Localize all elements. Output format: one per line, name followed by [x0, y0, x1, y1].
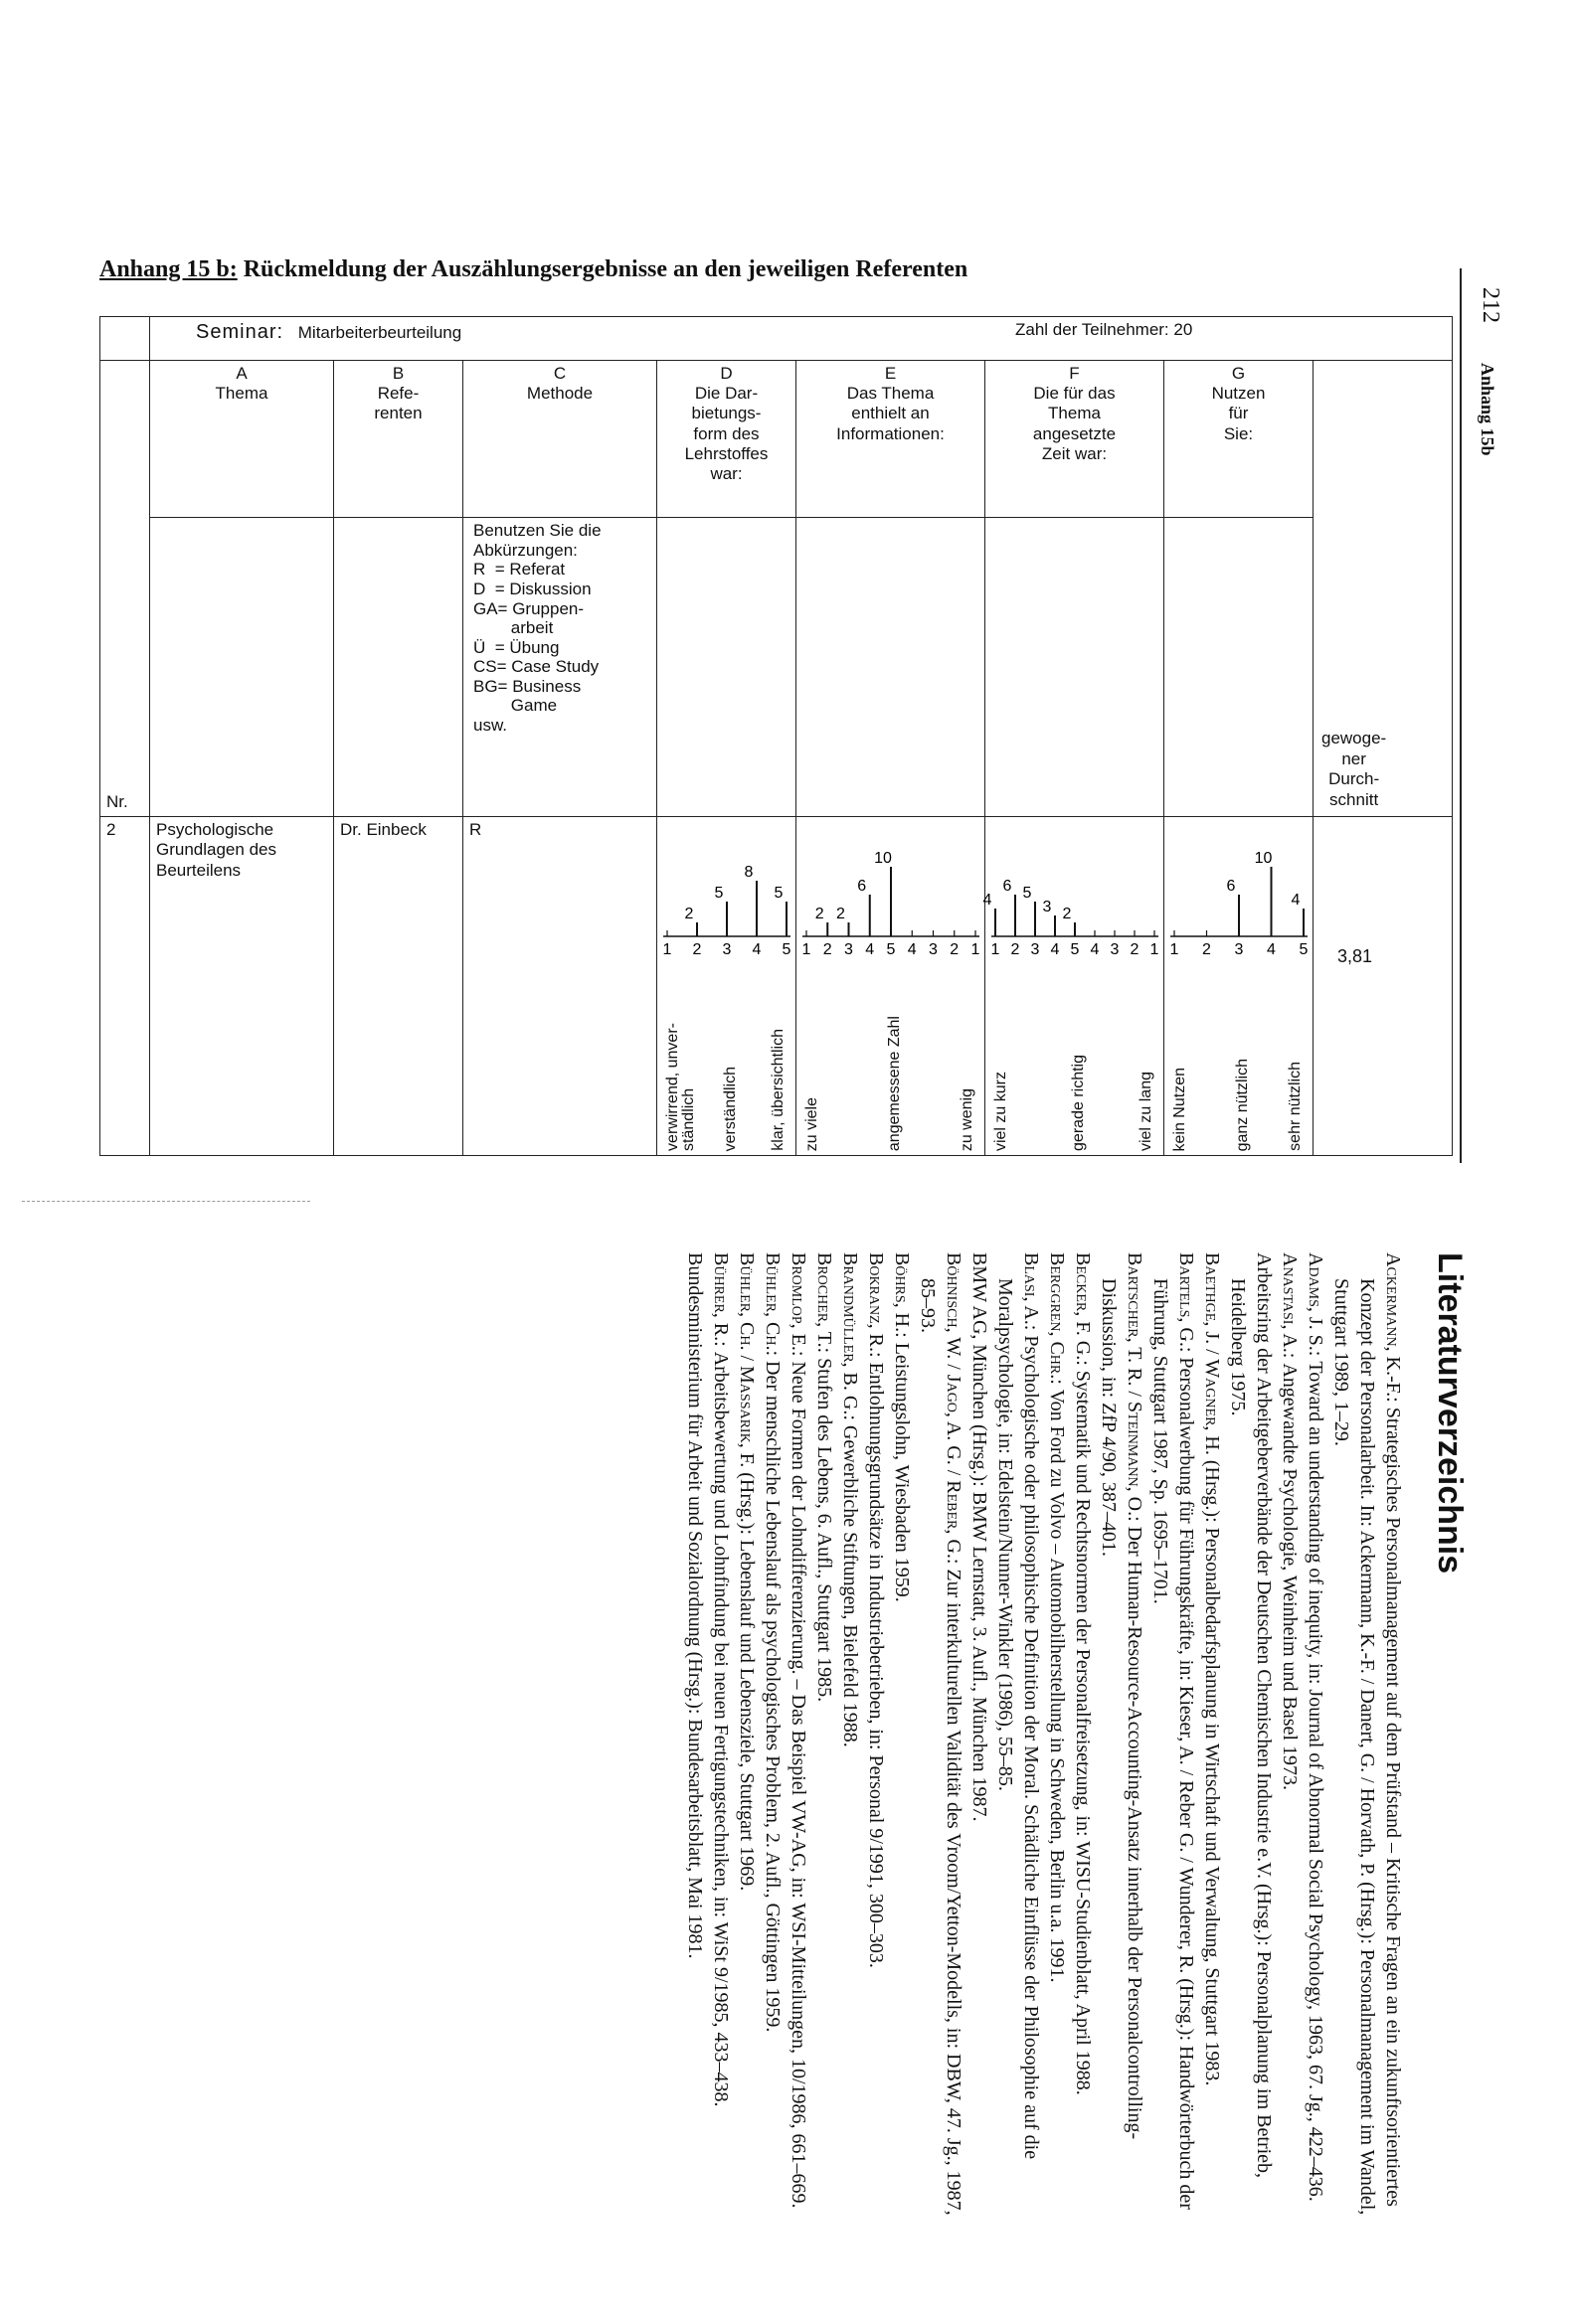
reference-author: Bartels, G.:	[1174, 1252, 1197, 1358]
abbreviation-line: Ü = Übung	[473, 637, 560, 657]
col-g-text: Nutzen für Sie:	[1211, 383, 1266, 443]
nr-header	[100, 360, 150, 816]
scale-anchor-label: zu viele	[803, 1096, 820, 1151]
reference-author: Brocher, T.:	[812, 1252, 835, 1359]
scale-d	[657, 816, 796, 1155]
frequency-label: 2	[684, 905, 694, 922]
col-d-text: Die Dar- bietungs- form des Lehrstoffes war:	[684, 383, 769, 484]
column-titles-row	[100, 360, 1453, 518]
reference-text: Systematik und Rechtsnormen der Personalfreisetzung, in: WISU-Studienblatt, April 1988.	[1071, 1370, 1094, 2095]
list-item	[708, 1252, 734, 2227]
col-b-text: Refe- renten	[374, 383, 423, 423]
list-item	[682, 1252, 708, 2227]
scale-d-anchors	[657, 977, 795, 1151]
col-e-letter: E	[884, 363, 897, 383]
scale-g-histogram	[1164, 817, 1313, 966]
abbreviation-line: GA= Gruppen-	[473, 598, 585, 618]
scale-e-anchors	[796, 977, 984, 1151]
seminar-header	[150, 317, 1453, 361]
participant-count: Zahl der Teilnehmer: 20	[1015, 320, 1193, 339]
scale-tick-label: 2	[692, 940, 702, 958]
list-item	[734, 1252, 760, 2227]
scale-anchor-label: kein Nutzen	[1171, 1067, 1188, 1151]
avg-header	[1314, 360, 1453, 816]
row-average-cell	[1314, 816, 1453, 1155]
scale-anchor-label: ganz nützlich	[1234, 1058, 1251, 1151]
bibliography-list	[682, 1252, 1406, 2227]
scale-tick-label: 4	[1050, 940, 1060, 958]
reference-author: Bühler, Ch.:	[761, 1252, 784, 1362]
header-blank	[100, 317, 150, 361]
bibliography-rotated	[99, 1252, 1472, 2227]
scale-anchor-label: verwirrend, unver- ständlich	[664, 1023, 697, 1151]
scale-tick-label: 4	[865, 940, 875, 958]
row-methode: R	[463, 816, 657, 1155]
reference-author: Becker, F. G.:	[1071, 1252, 1094, 1371]
scale-tick-label: 2	[1010, 940, 1020, 958]
reference-text: Angewandte Psychologie, Weinheim und Basel 1973.	[1278, 1363, 1301, 1790]
scale-tick-label: 4	[907, 940, 917, 958]
reference-author: Brandmüller, B. G.:	[838, 1252, 861, 1425]
abbreviation-line: arbeit	[473, 618, 554, 638]
scale-tick-label: 1	[990, 940, 1000, 958]
reference-author: Adams, J. S.:	[1304, 1252, 1326, 1362]
list-item	[1277, 1252, 1303, 2227]
reference-text: (Hrsg.): Personalbedarfsplanung in Wirtschaft und Verwaltung, Stuttgart 1983.	[1200, 1459, 1223, 2086]
list-item	[811, 1252, 837, 2227]
abbreviation-list	[469, 521, 650, 735]
reference-text: Zur interkulturellen Validität des Vroom/Yetton-Modells, in: DBW, 47. Jg., 1987, 85–93.	[916, 1278, 964, 2216]
scale-f-histogram	[982, 817, 1163, 966]
col-e-text: Das Thema enthielt an Informationen:	[836, 383, 945, 443]
scale-tick-label: 1	[801, 940, 811, 958]
col-c-text: Methode	[526, 383, 594, 403]
appendix-title-rest: Rückmeldung der Auszählungsergebnisse an den jeweiligen Referenten	[237, 256, 968, 282]
abbr-blank-d	[657, 518, 796, 817]
frequency-label: 6	[1226, 877, 1236, 895]
reference-author: Anastasi, A.:	[1278, 1252, 1301, 1364]
col-d-header	[657, 360, 796, 518]
list-item	[1328, 1252, 1406, 2227]
col-f-letter: F	[1069, 363, 1080, 383]
appendix-title-lead: Anhang 15 b:	[99, 256, 238, 282]
reference-text: Arbeitsbewertung und Lohnfindung bei neuen Fertigungstechniken, in: WiSt 9/1985, 433–438.	[709, 1351, 732, 2107]
reference-text: Der Human-Resource-Accounting-Ansatz innerhalb der Personalcontrolling-Diskussion, in: ZfP 4/90, 387–401.	[1097, 1278, 1145, 2140]
scale-anchor-label: verständlich	[722, 1066, 739, 1151]
list-item	[1303, 1252, 1328, 2227]
list-item	[760, 1252, 786, 2227]
running-header	[1478, 363, 1525, 522]
scale-e	[796, 816, 985, 1155]
col-c-header	[463, 360, 657, 518]
frequency-label: 6	[857, 877, 867, 895]
nr-label: Nr.	[106, 791, 128, 811]
scale-e-histogram	[796, 817, 984, 966]
scale-anchor-label: zu wenig	[959, 1087, 975, 1151]
reference-author: Bührer, R.:	[709, 1252, 732, 1352]
abbreviation-line: R = Referat	[473, 560, 566, 580]
col-g-header	[1164, 360, 1314, 518]
frequency-label: 4	[1291, 891, 1301, 909]
col-d-letter: D	[720, 363, 733, 383]
scale-tick-label: 1	[1169, 940, 1179, 958]
col-a-letter: A	[236, 363, 248, 383]
scale-tick-label: 4	[752, 940, 762, 958]
col-f-header	[985, 360, 1164, 518]
abbr-blank-f	[985, 518, 1164, 817]
abbr-blank-g	[1164, 518, 1314, 817]
reference-text: Von Ford zu Volvo – Automobilherstellung in Schweden, Berlin u.a. 1991.	[1045, 1389, 1068, 1983]
reference-author: Berggren, Chr.:	[1045, 1252, 1068, 1390]
reference-author: Bromlop, E.:	[787, 1252, 809, 1362]
scale-anchor-label: gerade richtig	[1070, 1055, 1087, 1151]
col-a-text: Thema	[215, 383, 268, 403]
scale-tick-label: 2	[1130, 940, 1139, 958]
seminar-value: Mitarbeiterbeurteilung	[297, 323, 462, 342]
scale-tick-label: 2	[950, 940, 960, 958]
scale-tick-label: 2	[822, 940, 832, 958]
list-item	[966, 1252, 992, 2227]
reference-text: BMW AG, München (Hrsg.): BMW Lernstatt, 3. Aufl., München 1987.	[967, 1252, 990, 1822]
scale-anchor-label: viel zu lang	[1138, 1071, 1154, 1151]
row-nr: 2	[100, 816, 150, 1155]
scale-tick-label: 1	[970, 940, 980, 958]
list-item	[1225, 1252, 1277, 2227]
reference-text: Entlohnungsgrundsätze in Industriebetrieben, in: Personal 9/1991, 300–303.	[864, 1362, 887, 1968]
row-average: 3,81	[1337, 945, 1373, 966]
scale-g	[1164, 816, 1314, 1155]
scale-tick-label: 5	[886, 940, 896, 958]
reference-author: Bokranz, R.:	[864, 1252, 887, 1363]
reference-author: Baethge, J. / Wagner, H.	[1200, 1252, 1223, 1460]
list-item	[786, 1252, 811, 2227]
list-item	[992, 1252, 1044, 2227]
frequency-label: 3	[1042, 898, 1052, 915]
list-item	[1096, 1252, 1147, 2227]
reference-text: Der menschliche Lebenslauf als psychologisches Problem, 2. Aufl., Göttingen 1959.	[761, 1361, 784, 2033]
list-item	[915, 1252, 966, 2227]
abbreviation-line: Game	[473, 696, 558, 716]
abbreviation-line: CS= Case Study	[473, 657, 600, 677]
reference-text: Neue Formen der Lohndifferenzierung. – Das Beispiel VW-AG, in: WSI-Mitteilungen, 10/1986, 661–669.	[787, 1361, 809, 2209]
scale-tick-label: 2	[1202, 940, 1211, 958]
frequency-label: 5	[774, 884, 784, 902]
scale-tick-label: 5	[1299, 940, 1309, 958]
scale-tick-label: 3	[722, 940, 732, 958]
evaluation-table	[99, 316, 1453, 1156]
abbreviation-line: BG= Business	[473, 676, 582, 696]
scale-tick-label: 3	[929, 940, 938, 958]
scale-tick-label: 4	[1267, 940, 1276, 958]
row-referent: Dr. Einbeck	[334, 816, 463, 1155]
list-item	[837, 1252, 863, 2227]
table-row	[100, 816, 1453, 1155]
list-item	[1070, 1252, 1096, 2227]
abbreviation-line: D = Diskussion	[473, 580, 592, 599]
scale-f-anchors	[985, 977, 1163, 1151]
bibliography-heading: Literaturverzeichnis	[1431, 1252, 1469, 1575]
scale-tick-label: 1	[1149, 940, 1159, 958]
list-item	[1044, 1252, 1070, 2227]
reference-text: (Hrsg.): Lebenslauf und Lebensziele, Stuttgart 1969.	[735, 1472, 758, 1892]
table-header-row	[100, 317, 1453, 361]
reference-text: Toward an understanding of inequity, in: Journal of Abnormal Social Psychology, 1963, 67. Jg., 422–436.	[1304, 1361, 1326, 2202]
reference-author: Böhrs, H.:	[890, 1252, 913, 1343]
col-b-letter: B	[392, 363, 405, 383]
reference-text: Strategisches Personalmanagement auf dem Prüfstand – Kritische Fragen an ein zukunftsorientiertes Konzept der Personalarbeit. In: Ackermann, K.-F. / Danert, G. / Horvath, P. (Hrsg.): Personalmanagement im Wandel, Stuttgart 1989, 1–29.	[1329, 1278, 1404, 2216]
frequency-label: 5	[1022, 884, 1032, 902]
frequency-label: 6	[1002, 877, 1012, 895]
scan-artifact-line	[22, 1201, 310, 1202]
list-item	[889, 1252, 915, 2227]
frequency-label: 10	[874, 849, 892, 867]
col-e-header	[796, 360, 985, 518]
scale-anchor-label: angemessene Zahl	[886, 1015, 903, 1151]
reference-text: Leistungslohn, Wiesbaden 1959.	[890, 1342, 913, 1602]
scale-anchor-label: klar, übersichtlich	[770, 1029, 787, 1151]
abbreviation-legend	[463, 518, 657, 817]
scale-anchor-label: sehr nützlich	[1287, 1062, 1304, 1151]
avg-label: gewoge- ner Durch- schnitt	[1321, 729, 1387, 809]
abbr-blank-b	[334, 518, 463, 817]
page-number-text: 212	[1478, 287, 1503, 323]
col-a-header	[150, 360, 334, 518]
scale-tick-label: 5	[1070, 940, 1080, 958]
scale-g-anchors	[1164, 977, 1313, 1151]
scale-d-histogram	[657, 817, 795, 966]
running-header-text: Anhang 15b	[1478, 363, 1497, 456]
frequency-label: 2	[1062, 905, 1072, 922]
scale-tick-label: 3	[1110, 940, 1120, 958]
scale-tick-label: 1	[662, 940, 672, 958]
reference-author: Ackermann, K.-F.:	[1381, 1252, 1404, 1408]
reference-text: Stufen des Lebens, 6. Aufl., Stuttgart 1985.	[812, 1358, 835, 1703]
row-thema: Psychologische Grundlagen des Beurteilens	[150, 816, 334, 1155]
abbr-blank-a	[150, 518, 334, 817]
reference-text: Bundesministerium für Arbeit und Sozialordnung (Hrsg.): Bundesarbeitsblatt, Mai 1981.	[683, 1252, 706, 1959]
seminar-key: Seminar:	[196, 321, 284, 343]
frequency-label: 10	[1254, 849, 1273, 867]
scale-anchor-label: viel zu kurz	[992, 1071, 1009, 1151]
scale-tick-label: 4	[1090, 940, 1100, 958]
reference-text: Arbeitsring der Arbeitgeberverbände der Deutschen Chemischen Industrie e.V. (Hrsg.): Personalplanung im Betrieb, Heidelberg 1975.	[1226, 1252, 1275, 2179]
col-b-header	[334, 360, 463, 518]
abbr-blank-e	[796, 518, 985, 817]
bibliography-page	[99, 1252, 1472, 2266]
reference-text: Gewerbliche Stiftungen, Bielefeld 1988.	[838, 1424, 861, 1747]
scale-tick-label: 5	[782, 940, 791, 958]
list-item	[1147, 1252, 1199, 2227]
reference-author: Blasi, A.:	[1019, 1252, 1042, 1336]
scale-tick-label: 3	[1030, 940, 1040, 958]
list-item	[1199, 1252, 1225, 2227]
reference-author: Bartscher, T. R. / Steinmann, O.:	[1123, 1252, 1145, 1527]
margin-rule	[1460, 268, 1462, 1163]
abbreviation-line: Abkürzungen:	[473, 540, 578, 560]
frequency-label: 2	[814, 905, 824, 922]
reference-author: Bühler, Ch. / Massarik, F.	[735, 1252, 758, 1473]
frequency-label: 8	[744, 863, 754, 881]
reference-text: Personalwerbung für Führungskräfte, in: Kieser, A. / Reber G. / Wunderer, R. (Hrsg.): Handwörterbuch der Führung, Stuttgart 1987, Sp. 1695–1701.	[1148, 1278, 1197, 2210]
abbreviation-line: usw.	[473, 715, 508, 735]
frequency-label: 2	[836, 905, 845, 922]
abbreviation-line: Benutzen Sie die	[473, 521, 602, 541]
scale-f	[982, 816, 1164, 1155]
abbreviation-row	[100, 518, 1453, 817]
frequency-label: 4	[982, 891, 992, 909]
list-item	[863, 1252, 889, 2227]
scale-tick-label: 3	[1234, 940, 1244, 958]
col-g-letter: G	[1231, 363, 1246, 383]
frequency-label: 5	[714, 884, 724, 902]
reference-author: Böhnisch, W. / Jago, A. G. / Reber, G.:	[942, 1252, 964, 1570]
col-f-text: Die für das Thema angesetzte Zeit war:	[1032, 383, 1117, 464]
appendix-title	[99, 256, 1392, 283]
reference-text: Psychologische oder philosophische Definition der Moral. Schädliche Einflüsse der Philosophie auf die Moralpsychologie, in: Edelstein/Nunner-Winkler (1986), 55–85.	[993, 1278, 1042, 2160]
scale-tick-label: 3	[844, 940, 853, 958]
col-c-letter: C	[553, 363, 567, 383]
